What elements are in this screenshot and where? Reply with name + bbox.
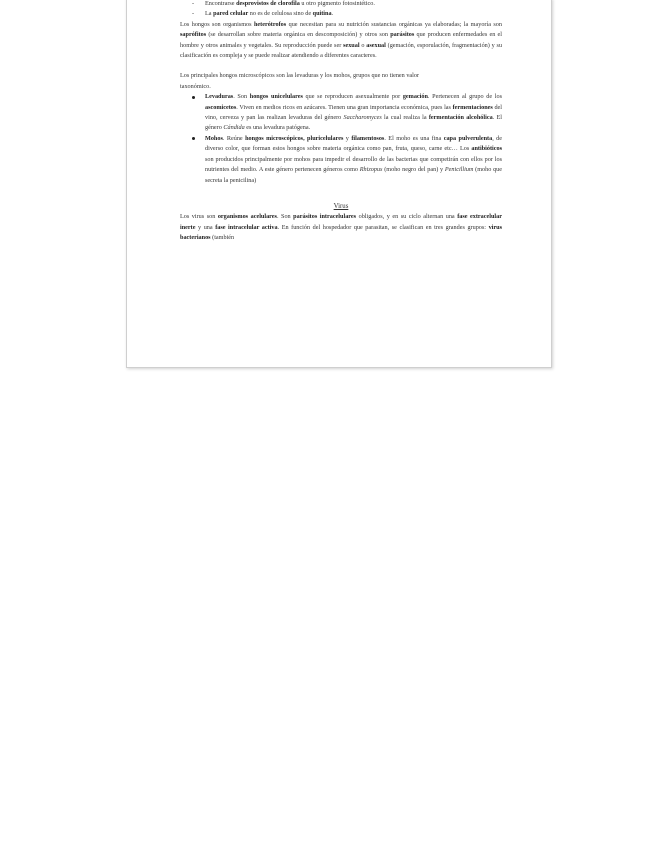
text-run: no es de celulosa sino de	[248, 10, 313, 18]
dash-list-item	[180, 9, 502, 19]
section-spacer	[180, 186, 502, 202]
bold-term: desprovistos de clorofila	[236, 0, 300, 7]
bold-term: fase intracelular activa	[215, 223, 278, 231]
bold-term: ascomicetos	[205, 103, 237, 111]
text-run: Los virus son	[180, 213, 218, 221]
paragraph-hongos	[180, 20, 502, 62]
bold-term: antibióticos	[471, 145, 502, 153]
text-run: . Pertenecen al grupo de los	[427, 93, 502, 101]
bold-term: capa pulverulenta	[443, 134, 493, 142]
bold-term: virus bacterianos	[180, 223, 502, 242]
italic-term: Saccharomyces	[343, 114, 382, 122]
bold-term: asexual	[366, 41, 386, 49]
text-run: . En función del hospedador que parasitan, se clasifican en tres grandes grupos:	[277, 223, 489, 231]
bold-term: parásitos	[390, 31, 415, 39]
bold-term: fase extracelular inerte	[180, 213, 502, 231]
text-run: . El género	[205, 114, 502, 132]
text-run: Encontrarse	[205, 0, 237, 7]
text-run: . Son	[276, 213, 294, 221]
text-run: y una	[195, 223, 216, 231]
section-heading: Virus	[333, 202, 349, 210]
text-run: (se desarrollan sobre materia orgánica en descomposición) y otros son	[206, 31, 391, 39]
text-run: y	[343, 134, 352, 142]
text-run: Los hongos son organismos	[180, 20, 254, 28]
bold-term: gemación	[402, 93, 428, 101]
text-run: es una levadura patógena.	[244, 124, 311, 132]
page-content	[180, 0, 502, 244]
text-run: .	[331, 10, 334, 18]
paragraph-principales	[180, 71, 502, 92]
text-run: son producidos principalmente por mohos para impedir el desarrollo de las bacterias que competirán con ellos por los nutrientes del medio. A este género pertenecen géneros como	[205, 155, 502, 174]
text-run: u otro pigmento fotosintético.	[299, 0, 375, 7]
text-run: . Reúne	[222, 134, 246, 142]
bold-term: pared celular	[213, 10, 249, 18]
bold-term: heterótrofos	[253, 20, 287, 28]
text-run: taxonómico.	[180, 82, 211, 90]
paragraph-spacer	[180, 61, 502, 71]
text-run: o	[359, 41, 367, 49]
dash-marker: -	[192, 10, 195, 18]
italic-term: Cándida	[223, 124, 245, 132]
text-run: . Viven en medios ricos en azúcares. Tienen una gran importancia económica, pues las	[236, 103, 453, 111]
text-run: Los principales hongos microscópicos son las levaduras y los mohos, grupos que no tienen valor	[180, 72, 420, 80]
text-run: que producen enfermedades en el hombre y otros animales y vegetales. Su reproducción puede ser	[180, 31, 502, 49]
text-run: (moho que secreta la penicilina)	[205, 166, 502, 184]
bold-term: saprófitos	[180, 31, 207, 39]
list-item-levaduras	[180, 92, 502, 134]
bold-term: quitina	[312, 10, 332, 18]
text-run: obligados, y en su ciclo alternan una	[356, 213, 458, 221]
bold-term: Levaduras	[205, 93, 234, 101]
text-run: . El moho es una fina	[384, 134, 444, 142]
bold-term: fermentación alcohólica	[428, 114, 493, 122]
italic-term: Penicillium	[444, 166, 474, 174]
text-run: del vino, cerveza y pan las realizan levaduras del género	[205, 103, 503, 122]
text-run: la cual realiza la	[381, 114, 429, 122]
bold-term: fermentaciones	[452, 103, 493, 111]
paragraph-virus	[180, 212, 502, 243]
text-run: que se reproducen asexualmente por	[302, 93, 403, 101]
text-run: (moho negro del pan) y	[382, 166, 445, 174]
dash-list-item	[180, 0, 502, 9]
bold-term: parásitos intracelulares	[293, 213, 357, 221]
text-run: , de diverso color, que forman estos hongos sobre materia orgánica como pan, fruta, queso, carne etc… Los	[205, 134, 503, 153]
bold-term: organismos acelulares	[217, 213, 277, 221]
text-run: (también	[210, 234, 235, 242]
bold-term: filamentosos	[351, 134, 385, 142]
text-run: que necesitan para su nutrición sustancias orgánicas ya elaboradas; la mayoría son	[286, 20, 502, 28]
text-run: La	[205, 10, 214, 18]
dash-marker: -	[192, 0, 195, 7]
bullet-dot-icon	[192, 137, 195, 140]
bullet-dot-icon	[192, 96, 195, 99]
italic-term: Rhizopus	[359, 166, 383, 174]
bold-term: Mohos	[205, 134, 223, 142]
bold-term: sexual	[343, 41, 360, 49]
document-page	[126, 0, 552, 368]
text-run: (gemación, esporulación, fragmentación) y su clasificación es compleja y se puede realizar atendiendo a diferentes caracteres.	[180, 41, 503, 60]
bold-term: hongos microscópicos, pluricelulares	[245, 134, 344, 142]
bullet-list	[180, 92, 502, 186]
bold-term: hongos unicelulares	[249, 93, 303, 101]
text-run: . Son	[233, 93, 250, 101]
list-item-mohos	[180, 134, 502, 186]
